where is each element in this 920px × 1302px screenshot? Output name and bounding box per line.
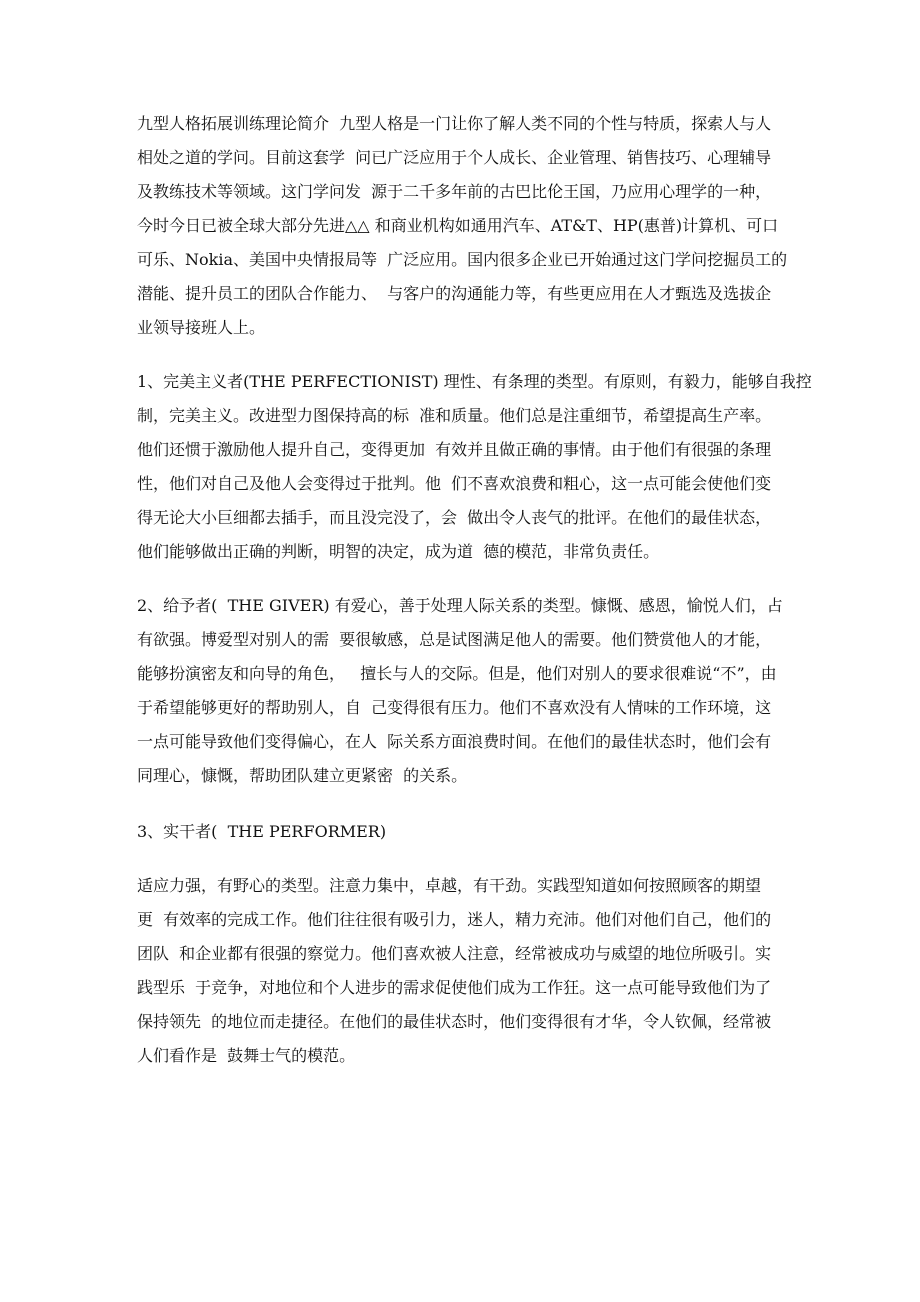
text-line: 潜能、提升员工的团队合作能力、 与客户的沟通能力等，有些更应用在人才甄选及选拔企: [137, 284, 772, 303]
text-line: 有欲强。博爱型对别人的需 要很敏感，总是试图满足他人的需要。他们赞赏他人的才能，: [137, 630, 772, 649]
text-line: 适应力强，有野心的类型。注意力集中，卓越，有干劲。实践型知道如何按照顾客的期望: [137, 876, 762, 895]
text-line: 制，完美主义。改进型力图保持高的标 准和质量。他们总是注重细节，希望提高生产率。: [137, 406, 772, 425]
section-heading: 3、实干者( THE PERFORMER): [137, 822, 387, 841]
text-line: 1、完美主义者(THE PERFECTIONIST) 理性、有条理的类型。有原则，有毅力，能够自我控: [137, 372, 812, 391]
text-line: 相处之道的学问。目前这套学 问已广泛应用于个人成长、企业管理、销售技巧、心理辅导: [137, 148, 772, 167]
text-line: 能够扮演密友和向导的角色， 擅长与人的交际。但是，他们对别人的要求很难说“不”，由: [137, 664, 777, 683]
text-line: 一点可能导致他们变得偏心，在人 际关系方面浪费时间。在他们的最佳状态时，他们会有: [137, 732, 772, 751]
text-line: 践型乐 于竞争，对地位和个人进步的需求促使他们成为工作狂。这一点可能导致他们为了: [137, 978, 772, 997]
text-line: 他们还惯于激励他人提升自己，变得更加 有效并且做正确的事情。由于他们有很强的条理: [137, 440, 772, 459]
text-line: 九型人格拓展训练理论简介 九型人格是一门让你了解人类不同的个性与特质，探索人与人: [137, 114, 772, 133]
text-line: 性，他们对自己及他人会变得过于批判。他 们不喜欢浪费和粗心，这一点可能会使他们变: [137, 474, 772, 493]
text-line: 得无论大小巨细都去插手，而且没完没了，会 做出令人丧气的批评。在他们的最佳状态，: [137, 508, 772, 527]
text-line: 更 有效率的完成工作。他们往往很有吸引力，迷人，精力充沛。他们对他们自己，他们的: [137, 910, 772, 929]
text-line: 今时今日已被全球大部分先进△△ 和商业机构如通用汽车、AT&T、HP(惠普)计算机、可口: [137, 216, 779, 235]
text-line: 人们看作是 鼓舞士气的模范。: [137, 1046, 356, 1065]
text-line: 他们能够做出正确的判断，明智的决定，成为道 德的模范，非常负责任。: [137, 542, 660, 561]
text-line: 同理心，慷慨，帮助团队建立更紧密 的关系。: [137, 766, 468, 785]
text-line: 及教练技术等领域。这门学问发 源于二千多年前的古巴比伦王国，乃应用心理学的一种，: [137, 182, 772, 201]
text-line: 保持领先 的地位而走捷径。在他们的最佳状态时，他们变得很有才华，令人钦佩，经常被: [137, 1012, 772, 1031]
text-line: 业领导接班人上。: [137, 318, 266, 337]
text-line: 可乐、Nokia、美国中央情报局等 广泛应用。国内很多企业已开始通过这门学问挖掘员工的: [137, 250, 788, 269]
text-line: 团队 和企业都有很强的察觉力。他们喜欢被人注意，经常被成功与威望的地位所吸引。实: [137, 944, 772, 963]
text-line: 2、给予者( THE GIVER) 有爱心，善于处理人际关系的类型。慷慨、感恩，愉悦人们，占: [137, 596, 783, 615]
text-line: 于希望能够更好的帮助别人，自 己变得很有压力。他们不喜欢没有人情味的工作环境，这: [137, 698, 772, 717]
